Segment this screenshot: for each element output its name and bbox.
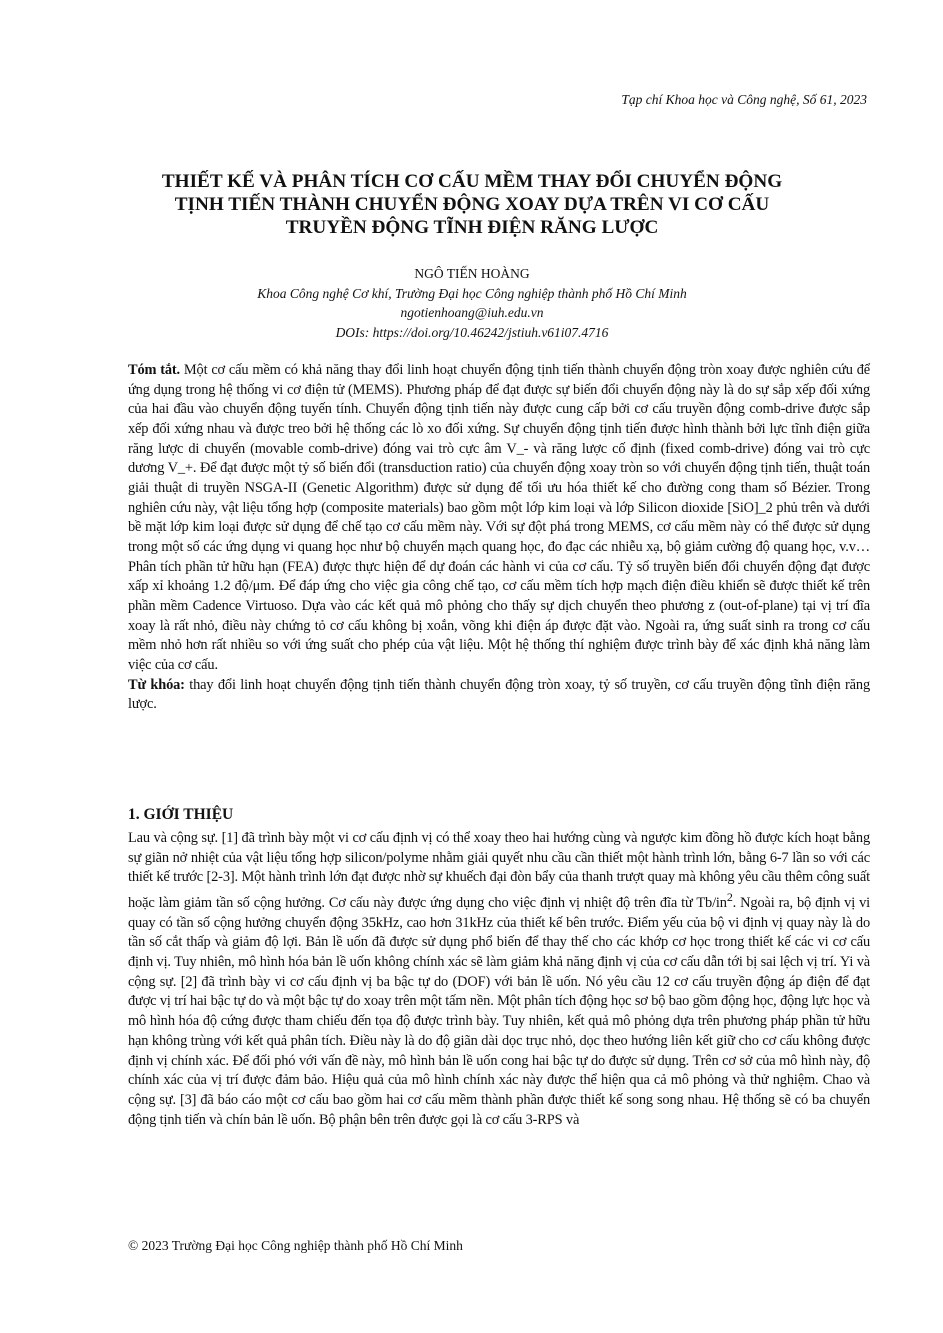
superscript: 2 (726, 890, 733, 905)
title-line: TỊNH TIẾN THÀNH CHUYỂN ĐỘNG XOAY DỰA TRÊN VI CƠ CẤU (174, 194, 770, 215)
intro-text: Lau và cộng sự. [1] đã trình bày một vi cơ cấu định vị có thể xoay theo hai hướng cùng và ngược kim đồng hồ được kích hoạt bằng sự giãn nở nhiệt của vật liệu tổng hợp silicon/polyme nhằm giải quyết nhu cầu cần thiết một hành trình lớn, bằng 6-7 lần so với các thiết kế trước [2-3]. Một hành trình lớn đạt được nhờ sự khuếch đại đòn bẩy của thanh trượt quay mà không yêu cầu thêm công suất hoặc làm giảm tần số cộng hưởng. Cơ cấu này được ứng dụng cho việc định vị nhiệt độ trên đĩa từ Tb/in (128, 830, 870, 911)
author-name: NGÔ TIẾN HOÀNG (414, 266, 530, 281)
journal-header: Tạp chí Khoa học và Công nghệ, Số 61, 2023 (621, 92, 867, 107)
author-affiliation: Khoa Công nghệ Cơ khí, Trường Đại học Công nghiệp thành phố Hồ Chí Minh (257, 285, 687, 301)
byline (112, 264, 832, 342)
intro-paragraph (128, 829, 870, 1130)
copyright-footer: © 2023 Trường Đại học Công nghiệp thành phố Hồ Chí Minh (128, 1238, 463, 1253)
abstract-text: Một cơ cấu mềm có khả năng thay đổi linh hoạt chuyển động tịnh tiến thành chuyển động tròn xoay được nghiên cứu để ứng dụng trong hệ thống vi cơ điện tử (MEMS). Phương pháp để đạt được sự biến đổi chuyển động này là do sự sắp xếp đối xứng của hai đầu vào chuyển động tuyến tính. Chuyển động tịnh tiến này được cung cấp bởi cơ cấu truyền động comb-drive được sắp xếp đối xứng nhau và được treo bởi hệ thống các lò xo đối xứng. Sự chuyển động tịnh tiến được hình thành bởi lực tĩnh điện giữa răng lược di chuyển (movable comb-drive) đóng vai trò cực âm V_- và răng lược cố định (fixed comb-drive) đóng vai trò cực dương V_+. Để đạt được một tỷ số biến đổi (transduction ratio) của chuyển động xoay tròn so với chuyển động tịnh tiến, thuật toán giải thuật di truyền NSGA-II (Genetic Algorithm) được sử dụng để tối ưu hóa thiết kế cho đường cong tham số Bézier. Trong nghiên cứu này, vật liệu tổng hợp (composite materials) bao gồm một lớp kim loại và lớp Silicon dioxide [SiO]_2 phủ trên và dưới bề mặt lớp kim loại được sử dụng để chế tạo cơ cấu mềm này. Với sự đột phá trong MEMS, cơ cấu mềm này có thể được sử dụng trong một số các ứng dụng vi quang học như bộ chuyển mạch quang học, đo đạc các nhiễu xạ, bộ giảm cường độ quang học, v.v… Phân tích phần tử hữu hạn (FEA) được thực hiện để dự đoán các hành vi của cơ cấu. Tỷ số truyền biến đổi chuyển động đạt được xấp xỉ khoảng 1.2 độ/μm. Để đáp ứng cho việc gia công chế tạo, cơ cấu mềm tích hợp mạch điện điều khiển sẽ được thiết kế trên phần mềm Cadence Virtuoso. Dựa vào các kết quả mô phỏng cho thấy sự dịch chuyển theo phương z (out-of-plane) tại vị trí đĩa xoay là rất nhỏ, điều này chứng tỏ cơ cấu không bị xoắn, võng khi điện áp được đặt vào. Ngoài ra, ứng suất sinh ra trong cơ cấu mềm nhỏ hơn rất nhiều so với ứng suất cho phép của vật liệu. Một hệ thống thí nghiệm được trình bày để xác định khả năng làm việc của cơ cấu. (128, 362, 870, 673)
abstract-label: Tóm tắt. (128, 362, 180, 378)
section-heading: 1. GIỚI THIỆU (128, 806, 234, 823)
paper-title (112, 170, 832, 239)
keywords-paragraph (128, 676, 870, 715)
title-line: TRUYỀN ĐỘNG TĨNH ĐIỆN RĂNG LƯỢC (285, 217, 659, 238)
keywords-label: Từ khóa: (128, 676, 185, 693)
abstract-paragraph (128, 361, 870, 676)
intro-text-continued: . Ngoài ra, bộ định vị vi quay có tần số cộng hưởng chuyển động 35kHz, cao hơn 31kHz của thiết kế bên trước. Điểm yếu của bộ vi định vị quay này là do tần số cắt thấp và giảm độ lợi. Bản lề uốn đã được sử dụng phổ biến để thay thế cho các khớp cơ học trong thiết kế các vi cơ cấu định vị. Tuy nhiên, mô hình hóa bản lề uốn không chính xác sẽ làm giảm khả năng định vị của cơ cấu dẫn tới bị sai lệch vị trí. Yi và cộng sự. [2] đã trình bày vi cơ cấu định vị ba bậc tự do (DOF) với bản lề uốn. Nó yêu cầu 12 cơ cấu truyền động áp điện để đạt được vị trí hai bậc tự do và một bậc tự do xoay trên một tấm nền. Một phân tích động học sơ bộ bao gồm động học, động lực học và mô hình hóa độ cứng được tham chiếu đến tọa độ được trình bày. Tuy nhiên, kết quả mô phỏng dựa trên phương pháp phần tử hữu hạn không trùng với kết quả phân tích. Điều này là do độ giãn dài dọc trục nhỏ, dọc theo hướng liên kết giữ cho cơ cấu không được định vị chính xác. Để đối phó với vấn đề này, mô hình bản lề uốn cong hai bậc tự do được sử dụng. Trên cơ sở của mô hình này, độ chính xác của vị trí được đảm bảo. Hiệu quả của mô hình chính xác này được thể hiện qua cả mô phỏng và thử nghiệm. Chao và cộng sự. [3] đã báo cáo một cơ cấu bao gồm hai cơ cấu mềm thành phần được thiết kế song song nhau. Hệ thống sẽ có ba chuyển động tịnh tiến và chín bản lề uốn. Bộ phận bên trên được gọi là cơ cấu 3-RPS và (128, 894, 870, 1128)
author-email[interactable]: ngotienhoang@iuh.edu.vn (400, 305, 544, 321)
title-line: THIẾT KẾ VÀ PHÂN TÍCH CƠ CẤU MỀM THAY ĐỔI CHUYỂN ĐỘNG (161, 171, 783, 192)
keywords-text: thay đổi linh hoạt chuyển động tịnh tiến thành chuyển động tròn xoay, tỷ số truyền, cơ cấu truyền động tĩnh điện răng lược. (128, 676, 870, 713)
abstract-block (128, 361, 870, 715)
doi-link[interactable]: DOIs: https://doi.org/10.46242/jstiuh.v61i07.4716 (335, 324, 609, 340)
